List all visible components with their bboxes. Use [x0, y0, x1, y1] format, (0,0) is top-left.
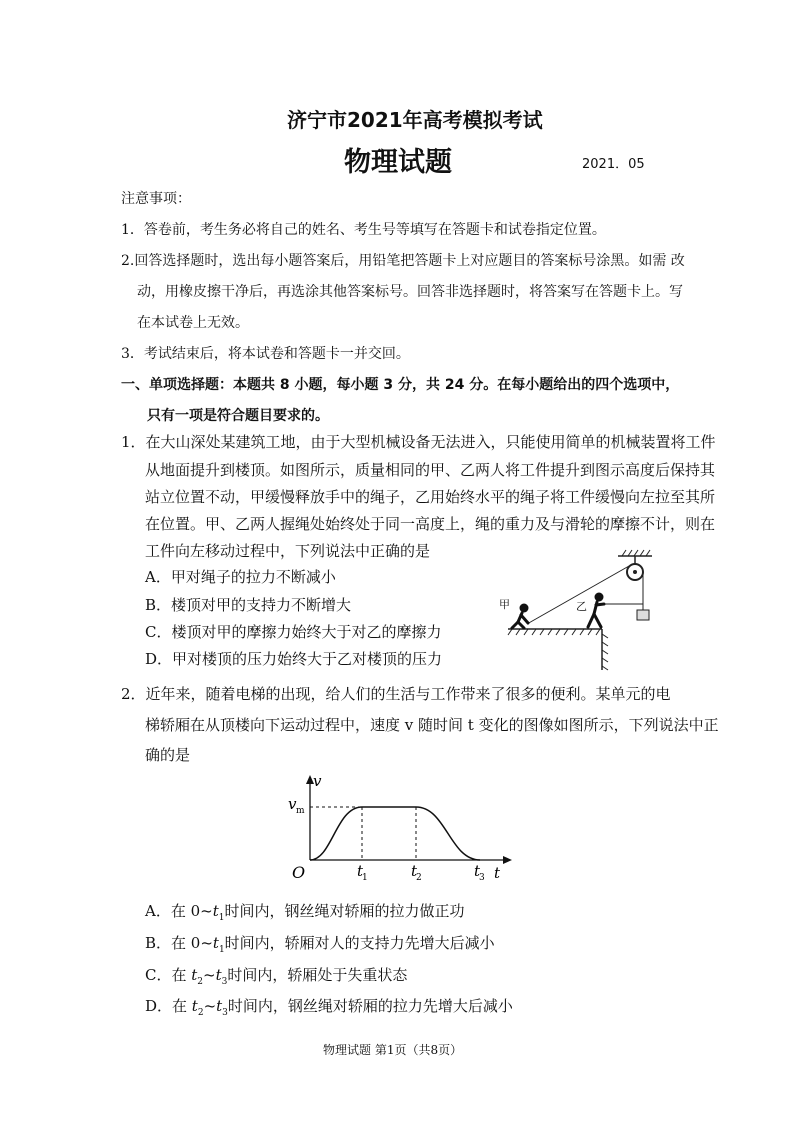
note-3: 3．考试结束后，将本试卷和答题卡一并交回。 [121, 346, 410, 362]
load-block [637, 610, 649, 620]
q2-line-2: 梯轿厢在从顶楼向下运动过程中，速度 v 随时间 t 变化的图像如图所示，下列说法中正 [145, 716, 719, 734]
person-yi-icon [588, 593, 604, 628]
q1-line-5: 工件向左移动过程中，下列说法中正确的是 [145, 542, 431, 560]
q2-line-1: 2．近年来，随着电梯的出现，给人们的生活与工作带来了很多的便利。某单元的电 [121, 685, 671, 703]
q2-option-c: C．在 $t_2\sim t_3$时间内，轿厢处于失重状态 [145, 966, 408, 987]
note-1: 1．答卷前，考生务必将自己的姓名、考生号等填写在答题卡和试卷指定位置。 [121, 222, 606, 238]
notes-heading: 注意事项： [121, 191, 191, 207]
q1-option-b: B．楼顶对甲的支持力不断增大 [145, 596, 352, 614]
vm-sub: m [296, 806, 305, 816]
q2-line-3: 确的是 [145, 746, 191, 764]
exam-date: 2021．05 [582, 157, 645, 172]
subject-title: 物理试题 [344, 147, 452, 178]
page-footer: 物理试题 第1页（共8页） [323, 1043, 463, 1057]
t3-label: t [474, 862, 481, 880]
q1-option-d: D．甲对楼顶的压力始终大于乙对楼顶的压力 [145, 650, 443, 668]
t2-sub: 2 [416, 873, 422, 883]
q1-line-1: 1．在大山深处某建筑工地，由于大型机械设备无法进入，只能使用简单的机械装置将工件 [121, 433, 716, 451]
t-axis-label: t [494, 864, 501, 882]
q2-option-d: D．在 $t_2\sim t_3$时间内，钢丝绳对轿厢的拉力先增大后减小 [145, 997, 513, 1018]
note-2-line-1: 2.回答选择题时，选出每小题答案后，用铅笔把答题卡上对应题目的答案标号涂黑。如需 改 [121, 253, 685, 269]
velocity-curve [310, 807, 480, 860]
q2-vt-graph [280, 768, 520, 888]
q1-line-3: 站立位置不动，甲缓慢释放手中的绳子，乙用始终水平的绳子将工件缓慢向左拉至其所 [145, 488, 716, 506]
q1-line-2: 从地面提升到楼顶。如图所示，质量相同的甲、乙两人将工件提升到图示高度后保持其 [145, 461, 716, 479]
q2-option-a: A．在 $0\sim t_1$时间内，钢丝绳对轿厢的拉力做正功 [145, 902, 465, 923]
vm-label: v [288, 795, 297, 813]
v-axis-label: v [313, 772, 322, 790]
origin-label: O [292, 863, 306, 882]
exam-title: 济宁市2021年高考模拟考试 [287, 108, 543, 132]
section-heading-line-2: 只有一项是符合题目要求的。 [147, 408, 329, 424]
q1-option-a: A．甲对绳子的拉力不断减小 [145, 568, 336, 586]
section-heading-line-1: 一、单项选择题：本题共 8 小题，每小题 3 分，共 24 分。在每小题给出的四个选项中， [121, 377, 680, 393]
note-2-line-3: 在本试卷上无效。 [137, 315, 249, 331]
t3-sub: 3 [479, 873, 485, 883]
note-2-line-2: 动，用橡皮擦干净后，再选涂其他答案标号。回答非选择题时，将答案写在答题卡上。写 [137, 284, 683, 300]
q1-pulley-figure [494, 548, 669, 673]
q2-option-b: B．在 $0\sim t_1$时间内，轿厢对人的支持力先增大后减小 [145, 934, 495, 955]
t1-label: t [357, 862, 364, 880]
person-jia-icon [512, 604, 529, 629]
t1-sub: 1 [362, 873, 368, 883]
label-yi: 乙 [576, 600, 587, 613]
label-jia: 甲 [499, 598, 510, 611]
q1-option-c: C．楼顶对甲的摩擦力始终大于对乙的摩擦力 [145, 623, 442, 641]
t2-label: t [411, 862, 418, 880]
q1-line-4: 在位置。甲、乙两人握绳处始终处于同一高度上，绳的重力及与滑轮的摩擦不计，则在 [145, 515, 716, 533]
